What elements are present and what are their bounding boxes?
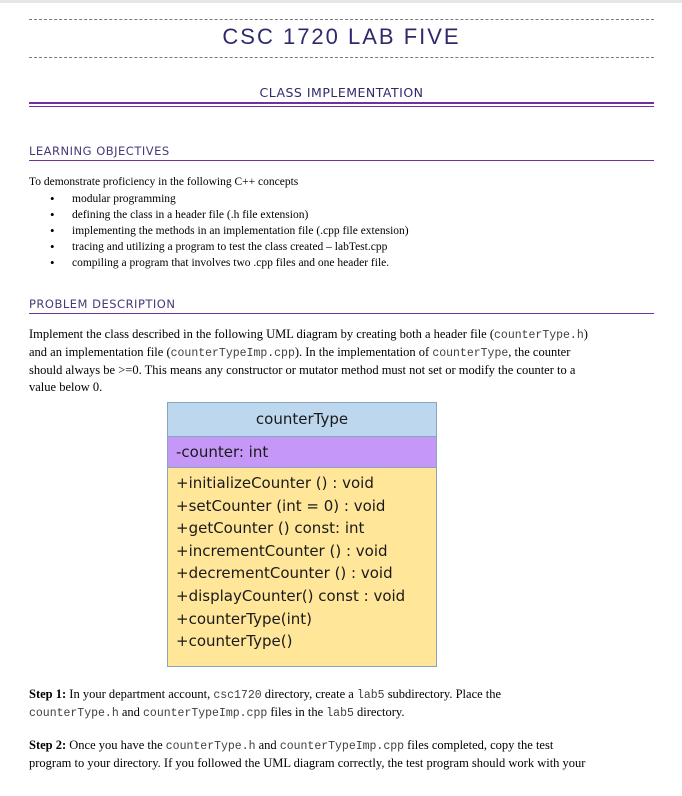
- objective-item: • implementing the methods in an implementation file (.cpp file extension): [72, 223, 409, 239]
- page-title: CSC 1720 LAB FIVE: [222, 24, 461, 49]
- step-1: Step 1: In your department account, csc1720 directory, create a lab5 subdirectory. Place the counterType.h and counterTypeImp.cpp files in the lab5 directory.: [29, 687, 502, 720]
- subtitle-rule-thick: [29, 102, 654, 104]
- title-bottom-rule: [29, 57, 654, 58]
- problem-line-2: and an implementation file (counterTypeImp.cpp). In the implementation of counterType, the counter: [29, 345, 571, 360]
- uml-diagram: [167, 402, 437, 667]
- uml-method: +counterType(): [176, 632, 293, 651]
- problem-line-3: should always be >=0. This means any constructor or mutator method must not set or modify the counter to a: [29, 363, 576, 377]
- objective-item: • modular programming: [72, 191, 409, 207]
- objectives-rule: [29, 160, 654, 161]
- uml-method: +initializeCounter () : void: [176, 474, 374, 492]
- objectives-intro: To demonstrate proficiency in the following C++ concepts: [29, 176, 299, 188]
- uml-method: +decrementCounter () : void: [176, 564, 393, 583]
- uml-methods: [168, 468, 436, 666]
- uml-method: +setCounter (int = 0) : void: [176, 496, 386, 515]
- uml-method: +getCounter () const: int: [176, 519, 365, 538]
- objective-item: • compiling a program that involves two .cpp files and one header file.: [72, 255, 409, 271]
- problem-heading: PROBLEM DESCRIPTION: [29, 297, 176, 311]
- uml-method: +displayCounter() const : void: [176, 586, 406, 605]
- subtitle-rule-thin: [29, 106, 654, 107]
- uml-attribute: -counter: int: [168, 437, 436, 468]
- objectives-heading: LEARNING OBJECTIVES: [29, 144, 170, 158]
- step-2: Step 2: Once you have the counterType.h and counterTypeImp.cpp files completed, copy the test program to your directory. If you followed the UML diagram correctly, the test program should work with your: [29, 738, 586, 770]
- uml-class-name: counterType: [168, 403, 436, 437]
- objectives-list: [29, 191, 409, 271]
- uml-method: +counterType(int): [176, 609, 312, 628]
- objective-item: • tracing and utilizing a program to test the class created – labTest.cpp: [72, 239, 409, 255]
- problem-line-1: Implement the class described in the following UML diagram by creating both a header file (counterType.h): [29, 327, 588, 342]
- top-border: [0, 0, 682, 3]
- title-top-rule: [29, 19, 654, 20]
- objective-item: • defining the class in a header file (.h file extension): [72, 207, 409, 223]
- problem-rule: [29, 313, 654, 314]
- problem-description: [29, 326, 654, 396]
- problem-line-4: value below 0.: [29, 380, 103, 394]
- page-subtitle: CLASS IMPLEMENTATION: [259, 85, 424, 100]
- uml-method: +incrementCounter () : void: [176, 541, 388, 560]
